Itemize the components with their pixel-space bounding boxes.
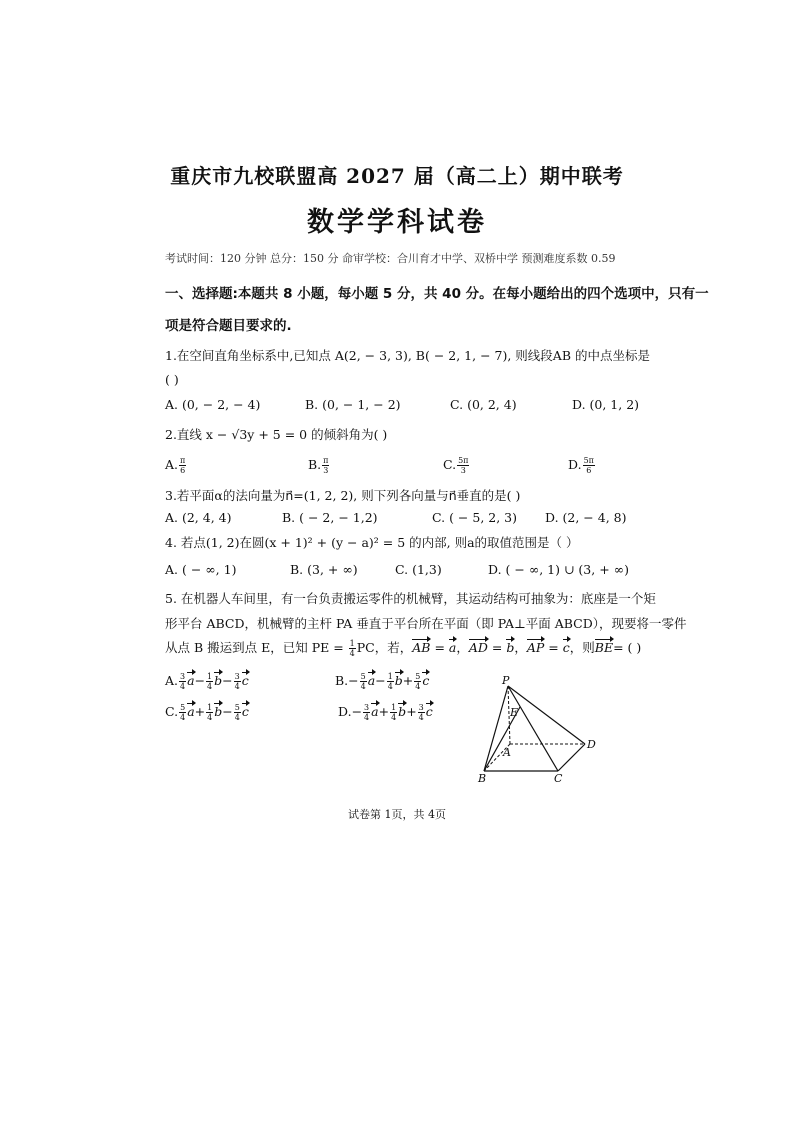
section-heading-line1: 一、选择题:本题共 8 小题，每小题 5 分，共 40 分。在每小题给出的四个选项中，只有一: [165, 286, 709, 302]
vector-b: b: [398, 704, 407, 719]
q2-option-a-label: A.: [165, 457, 179, 472]
q5-d-term1: [363, 703, 370, 722]
vector-ab: AB: [412, 640, 431, 655]
section-heading-line2: 项是符合题目要求的.: [165, 318, 292, 334]
q5-option-d: [338, 703, 433, 722]
q5-a-sign3: −: [222, 673, 233, 688]
vector-c: c: [241, 673, 249, 688]
q5-c-term3: [234, 703, 241, 722]
q1-option-c: C. (0, 2, 4): [450, 397, 517, 412]
q1-option-d: D. (0, 1, 2): [572, 397, 640, 412]
label-b: B: [478, 772, 487, 785]
exam-title: 重庆市九校联盟高 2027 届（高二上）期中联考: [170, 164, 624, 188]
q5-b-sign3: +: [402, 673, 414, 688]
q5-option-a-label: A.: [165, 673, 179, 688]
label-e: E: [510, 706, 519, 719]
q5-d-term3: [418, 703, 425, 722]
q5-d-t3n: 3: [418, 703, 424, 712]
q5-a-term3: [234, 672, 241, 691]
q5-d-t1d: 4: [364, 713, 370, 722]
label-c: C: [554, 772, 563, 785]
q2-option-d-fraction: [583, 456, 595, 475]
q2-stem-pre: 2.直线 x −: [165, 427, 232, 442]
q3-option-a: A. (2, 4, 4): [165, 510, 232, 525]
q5-b-term3: [414, 672, 421, 691]
q2-stem-post: y + 5 = 0 的倾斜角为( ): [247, 427, 388, 442]
vector-a: a: [187, 704, 195, 719]
q5-b-t2d: 4: [387, 682, 393, 691]
q5-line2: 形平台 ABCD，机械臂的主杆 PA 垂直于平台所在平面（即 PA⊥平面 ABCD），现要将一零件: [165, 616, 687, 631]
q2-option-c-fraction: [457, 456, 469, 475]
q3-option-c: C. ( − 5, 2, 3): [432, 510, 517, 525]
vector-c: c: [562, 640, 570, 655]
vector-a: a: [367, 673, 376, 688]
q5-b-term1: [360, 672, 367, 691]
q5-a-sign2: −: [194, 673, 206, 688]
q5-c-term1: [179, 703, 186, 722]
vector-b: b: [214, 673, 223, 688]
q5-a-t2n: 1: [207, 672, 213, 681]
q5-b-term2: [387, 672, 394, 691]
q5-option-d-label: D.: [338, 704, 352, 719]
pyramid-figure: [470, 676, 605, 786]
vector-a: a: [448, 640, 457, 655]
vector-a: a: [187, 673, 195, 688]
q2-option-a: [165, 456, 187, 475]
q5-comma-1: ，: [456, 640, 469, 655]
q5-b-t3n: 5: [415, 672, 421, 681]
q2-option-b-denominator: 3: [323, 466, 329, 475]
q5-b-t1n: 5: [360, 672, 366, 681]
q2-option-d-denominator: 6: [586, 466, 592, 475]
exam-info: 考试时间：120 分钟 总分：150 分 命审学校：合川育才中学、双桥中学 预测难度系数 0.59: [165, 252, 616, 265]
q5-d-sign1: −: [351, 704, 363, 719]
q3-stem: 3.若平面α的法向量为n⃗=(1, 2, 2), 则下列各向量与n⃗垂直的是( ): [165, 488, 521, 503]
q5-option-a: [165, 672, 249, 691]
q5-c-t3n: 5: [234, 703, 240, 712]
q2-option-a-fraction: [179, 456, 186, 475]
q5-pe-fraction-den: 4: [349, 649, 355, 658]
q5-d-t2d: 4: [391, 713, 397, 722]
q5-a-t1d: 4: [180, 682, 186, 691]
q2-option-d: [568, 456, 596, 475]
q5-c-t3d: 4: [234, 713, 240, 722]
q5-d-sign2: +: [378, 704, 390, 719]
q5-line1: 5. 在机器人车间里，有一台负责搬运零件的机械臂，其运动结构可抽象为：底座是一个矩: [165, 591, 656, 606]
q5-option-c-label: C.: [165, 704, 179, 719]
q2-option-c: [443, 456, 470, 475]
vector-c: c: [422, 673, 430, 688]
q4-option-a: A. ( − ∞, 1): [165, 562, 237, 577]
q5-a-t2d: 4: [207, 682, 213, 691]
page-footer: 试卷第 1页，共 4页: [348, 808, 446, 821]
q2-stem: [165, 425, 387, 443]
vector-ad: AD: [468, 640, 488, 655]
q5-d-t2n: 1: [391, 703, 397, 712]
q5-pe-fraction-num: 1: [349, 639, 355, 648]
q5-a-t3n: 3: [234, 672, 240, 681]
q2-option-a-numerator: π: [180, 456, 186, 465]
q5-b-t1d: 4: [360, 682, 366, 691]
q4-option-b: B. (3, + ∞): [290, 562, 358, 577]
q2-option-b: [308, 456, 330, 475]
vector-b: b: [214, 704, 223, 719]
q5-c-t2n: 1: [207, 703, 213, 712]
q2-option-d-label: D.: [568, 457, 582, 472]
q4-option-d: D. ( − ∞, 1) ∪ (3, + ∞): [488, 562, 629, 577]
q5-line3: [165, 638, 641, 658]
q5-c-t1n: 5: [180, 703, 186, 712]
vector-b: b: [506, 640, 515, 655]
q5-d-term2: [390, 703, 397, 722]
edge-pc: [508, 686, 558, 771]
q5-option-c: [165, 703, 249, 722]
q1-stem: 1.在空间直角坐标系中,已知点 A(2, − 3, 3), B( − 2, 1, − 7), 则线段AB 的中点坐标是: [165, 348, 650, 363]
vector-ap: AP: [526, 640, 545, 655]
q5-c-t1d: 4: [180, 713, 186, 722]
q2-stem-sqrt: √3: [231, 427, 248, 442]
q5-a-t1n: 3: [180, 672, 186, 681]
q5-d-t3d: 4: [418, 713, 424, 722]
q2-option-c-numerator: 5π: [458, 456, 469, 465]
q5-c-sign3: −: [222, 704, 233, 719]
q3-option-b: B. ( − 2, − 1,2): [282, 510, 378, 525]
q5-a-term2: [206, 672, 213, 691]
label-d: D: [587, 738, 596, 751]
subject-title: 数学学科试卷: [307, 207, 487, 238]
q5-then: ，则: [569, 640, 595, 655]
q5-option-b-label: B.: [335, 673, 349, 688]
q5-eq-b: =: [487, 640, 507, 655]
q2-option-c-label: C.: [443, 457, 457, 472]
q2-option-d-numerator: 5π: [583, 456, 594, 465]
q5-c-term2: [206, 703, 213, 722]
q5-b-t2n: 1: [387, 672, 393, 681]
q4-stem: 4. 若点(1, 2)在圆(x + 1)² + (y − a)² = 5 的内部, 则a的取值范围是（ ）: [165, 535, 579, 550]
q5-eq-c: =: [544, 640, 563, 655]
vector-c: c: [425, 704, 433, 719]
q5-b-t3d: 4: [415, 682, 421, 691]
q2-option-a-denominator: 6: [180, 466, 186, 475]
q5-comma-2: ，: [514, 640, 527, 655]
q2-option-b-label: B.: [308, 457, 322, 472]
q5-eq-a: =: [430, 640, 449, 655]
q5-a-t3d: 4: [234, 682, 240, 691]
q5-d-sign3: +: [406, 704, 417, 719]
q4-option-c: C. (1,3): [395, 562, 442, 577]
q1-paren: ( ): [165, 372, 179, 387]
label-p: P: [502, 676, 510, 687]
q2-option-b-numerator: π: [323, 456, 329, 465]
q2-option-c-denominator: 3: [460, 466, 466, 475]
q5-b-sign2: −: [375, 673, 386, 688]
vector-c: c: [241, 704, 249, 719]
q2-option-b-fraction: [322, 456, 329, 475]
q1-option-a: A. (0, − 2, − 4): [165, 397, 261, 412]
q5-option-b: [335, 672, 429, 691]
q5-c-sign2: +: [194, 704, 206, 719]
edge-cd: [558, 744, 585, 771]
q5-line3-text-b: PC，若，: [356, 640, 413, 655]
q5-d-t1n: 3: [364, 703, 370, 712]
vector-a: a: [371, 704, 379, 719]
q1-option-b: B. (0, − 1, − 2): [305, 397, 401, 412]
q5-a-term1: [179, 672, 186, 691]
q5-line3-text-a: 从点 B 搬运到点 E，已知 PE =: [165, 640, 348, 655]
edge-pd: [508, 686, 585, 744]
q5-b-sign1: −: [348, 673, 359, 688]
q5-tail: = ( ): [613, 640, 642, 655]
q5-c-t2d: 4: [207, 713, 213, 722]
vector-b: b: [394, 673, 403, 688]
q5-pe-fraction: [349, 639, 356, 658]
q3-option-d: D. (2, − 4, 8): [545, 510, 627, 525]
label-a: A: [503, 746, 511, 759]
vector-be: BE: [594, 640, 614, 655]
